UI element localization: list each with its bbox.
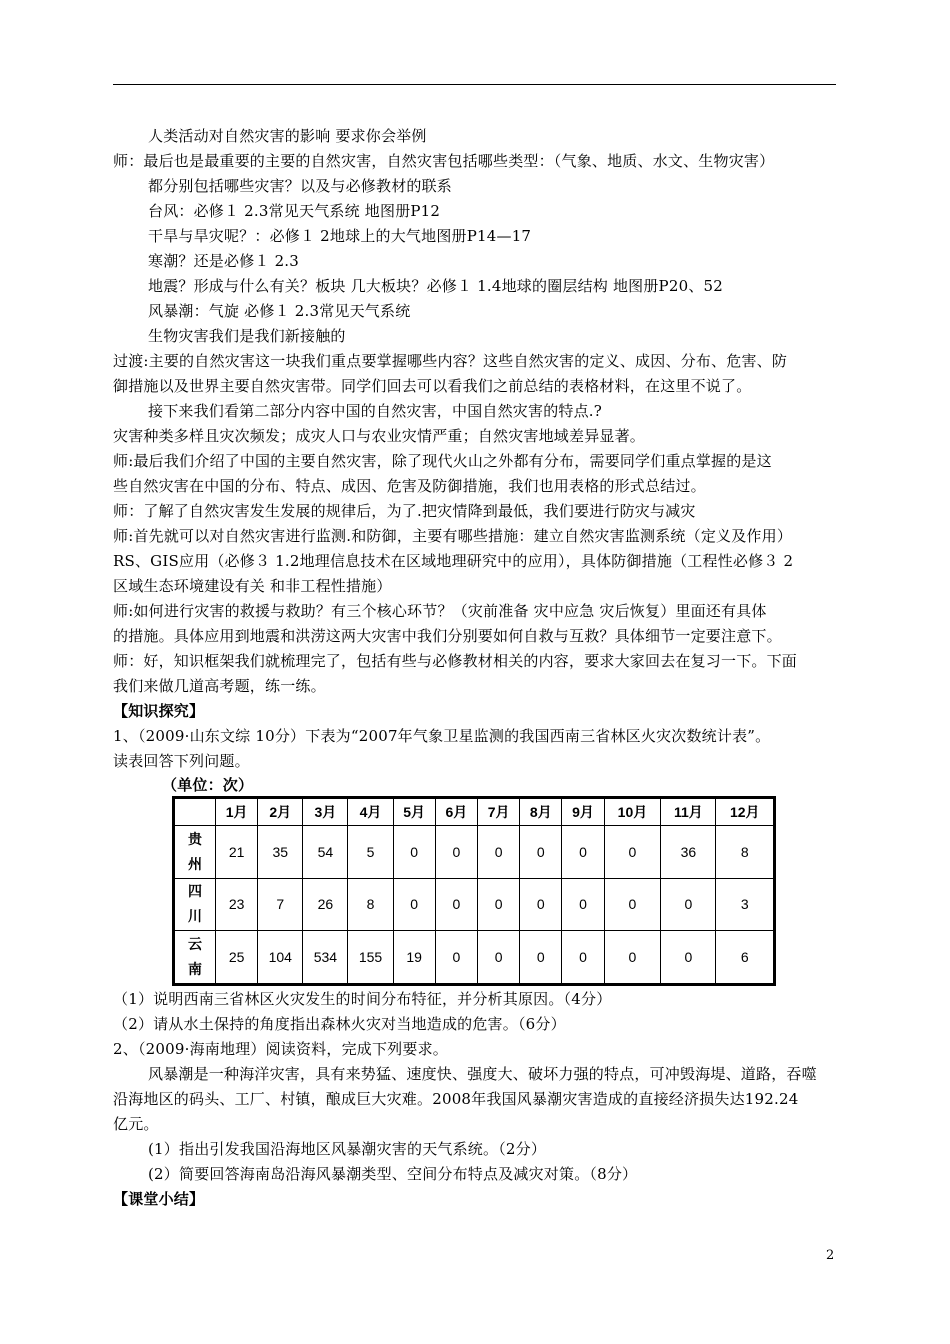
table-cell: 0 xyxy=(435,878,477,931)
text-line: 人类活动对自然灾害的影响 要求你会举例 xyxy=(148,127,427,145)
text-line: RS、GIS应用（必修３ 1.2地理信息技术在区域地理研究中的应用），具体防御措施（工程性必修３ 2 xyxy=(113,552,794,570)
table-cell: 0 xyxy=(661,931,716,985)
table-corner-cell xyxy=(174,798,216,826)
table-cell: 54 xyxy=(303,826,348,879)
table-cell: 0 xyxy=(435,931,477,985)
text-line: 干旱与旱灾呢？：必修１ 2地球上的大气地图册P14—17 xyxy=(148,227,532,245)
month-header: 8月 xyxy=(520,798,562,826)
text-line: 接下来我们看第二部分内容中国的自然灾害，中国自然灾害的特点.? xyxy=(148,402,603,420)
table-cell: 6 xyxy=(716,931,775,985)
text-line: 沿海地区的码头、工厂、村镇，酿成巨大灾难。2008年我国风暴潮灾害造成的直接经济损失达192.24 xyxy=(113,1090,799,1108)
month-header: 12月 xyxy=(716,798,775,826)
table-cell: 19 xyxy=(393,931,435,985)
table-cell: 0 xyxy=(520,878,562,931)
table-cell: 0 xyxy=(604,878,661,931)
table-cell: 0 xyxy=(477,826,519,879)
month-header: 6月 xyxy=(435,798,477,826)
text-line: 台风：必修１ 2.3常见天气系统 地图册P12 xyxy=(148,202,441,220)
table-cell: 5 xyxy=(348,826,393,879)
table-cell: 26 xyxy=(303,878,348,931)
text-line: 区域生态环境建设有关 和非工程性措施） xyxy=(113,577,392,595)
table-cell: 0 xyxy=(562,878,604,931)
table-unit-label: （单位：次） xyxy=(162,776,254,794)
month-header: 7月 xyxy=(477,798,519,826)
month-header: 3月 xyxy=(303,798,348,826)
table-cell: 0 xyxy=(604,931,661,985)
table-cell: 0 xyxy=(520,826,562,879)
table-cell: 155 xyxy=(348,931,393,985)
question-line: 1、（2009·山东文综 10分）下表为“2007年气象卫星监测的我国西南三省林区火灾次数统计表”。 xyxy=(113,727,771,745)
header-rule xyxy=(113,84,836,85)
text-line: 生物灾害我们是我们新接触的 xyxy=(148,327,346,345)
text-line: 的措施。具体应用到地震和洪涝这两大灾害中我们分别要如何自救与互救？具体细节一定要注意下。 xyxy=(113,627,782,645)
table-cell: 8 xyxy=(716,826,775,879)
month-header: 2月 xyxy=(258,798,303,826)
table-cell: 0 xyxy=(562,931,604,985)
table-cell: 0 xyxy=(562,826,604,879)
text-line: 地震？形成与什么有关？板块 几大板块？必修１ 1.4地球的圈层结构 地图册P20、52 xyxy=(148,277,724,295)
table-row xyxy=(174,931,775,985)
table-header-row xyxy=(174,798,775,826)
table-row xyxy=(174,878,775,931)
text-line: 灾害种类多样且灾次频发；成灾人口与农业灾情严重；自然灾害地域差异显著。 xyxy=(113,427,646,445)
text-line: 亿元。 xyxy=(113,1115,159,1133)
month-header: 10月 xyxy=(604,798,661,826)
sub-question: （1）说明西南三省林区火灾发生的时间分布特征，并分析其原因。（4分） xyxy=(113,990,612,1008)
month-header: 9月 xyxy=(562,798,604,826)
province-cell: 贵 州 xyxy=(174,826,216,879)
table-cell: 0 xyxy=(435,826,477,879)
month-header: 11月 xyxy=(661,798,716,826)
text-line: 风暴潮是一种海洋灾害，具有来势猛、速度快、强度大、破坏力强的特点，可冲毁海堤、道路，吞噬 xyxy=(148,1065,817,1083)
fire-count-table xyxy=(172,796,776,986)
province-cell: 云 南 xyxy=(174,931,216,985)
sub-question: (2）简要回答海南岛沿海风暴潮类型、空间分布特点及减灾对策。（8分） xyxy=(148,1165,638,1183)
text-line: 风暴潮：气旋 必修１ 2.3常见天气系统 xyxy=(148,302,411,320)
question-line: 2、（2009·海南地理）阅读资料，完成下列要求。 xyxy=(113,1040,448,1058)
text-line: 些自然灾害在中国的分布、特点、成因、危害及防御措施，我们也用表格的形式总结过。 xyxy=(113,477,706,495)
text-line: 师:最后我们介绍了中国的主要自然灾害，除了现代火山之外都有分布，需要同学们重点掌握的是这 xyxy=(113,452,772,470)
table-cell: 0 xyxy=(661,878,716,931)
table-cell: 35 xyxy=(258,826,303,879)
text-line: 师:首先就可以对自然灾害进行监测.和防御，主要有哪些措施：建立自然灾害监测系统（定义及作用） xyxy=(113,527,793,545)
table-cell: 36 xyxy=(661,826,716,879)
text-line: 师：好，知识框架我们就梳理完了，包括有些与必修教材相关的内容，要求大家回去在复习一下。下面 xyxy=(113,652,798,670)
section-heading: 【课堂小结】 xyxy=(113,1190,205,1208)
table-row xyxy=(174,826,775,879)
month-header: 5月 xyxy=(393,798,435,826)
question-line: 读表回答下列问题。 xyxy=(113,752,250,770)
sub-question: （2）请从水土保持的角度指出森林火灾对当地造成的危害。（6分） xyxy=(113,1015,566,1033)
month-header: 4月 xyxy=(348,798,393,826)
table-cell: 0 xyxy=(520,931,562,985)
table-cell: 104 xyxy=(258,931,303,985)
table-cell: 534 xyxy=(303,931,348,985)
table-cell: 8 xyxy=(348,878,393,931)
table-cell: 0 xyxy=(393,878,435,931)
page-number: 2 xyxy=(826,1248,835,1263)
sub-question: (1）指出引发我国沿海地区风暴潮灾害的天气系统。（2分） xyxy=(148,1140,547,1158)
province-cell: 四 川 xyxy=(174,878,216,931)
table-cell: 21 xyxy=(216,826,258,879)
table-cell: 25 xyxy=(216,931,258,985)
table-cell: 0 xyxy=(393,826,435,879)
section-heading: 【知识探究】 xyxy=(113,702,205,720)
table-cell: 0 xyxy=(477,878,519,931)
table-cell: 0 xyxy=(604,826,661,879)
table-cell: 0 xyxy=(477,931,519,985)
text-line: 师：最后也是最重要的主要的自然灾害，自然灾害包括哪些类型：（气象、地质、水文、生物灾害） xyxy=(113,152,775,170)
text-line: 都分别包括哪些灾害？以及与必修教材的联系 xyxy=(148,177,453,195)
table-cell: 3 xyxy=(716,878,775,931)
text-line: 御措施以及世界主要自然灾害带。同学们回去可以看我们之前总结的表格材料，在这里不说了。 xyxy=(113,377,752,395)
text-line: 师：了解了自然灾害发生发展的规律后，为了.把灾情降到最低，我们要进行防灾与减灾 xyxy=(113,502,696,520)
text-line: 过渡:主要的自然灾害这一块我们重点要掌握哪些内容？这些自然灾害的定义、成因、分布、危害、防 xyxy=(113,352,788,370)
month-header: 1月 xyxy=(216,798,258,826)
table-cell: 7 xyxy=(258,878,303,931)
text-line: 寒潮？还是必修１ 2.3 xyxy=(148,252,300,270)
text-line: 我们来做几道高考题，练一练。 xyxy=(113,677,326,695)
text-line: 师:如何进行灾害的救援与救助？有三个核心环节？（灾前准备 灾中应急 灾后恢复）里面还有具体 xyxy=(113,602,767,620)
table-cell: 23 xyxy=(216,878,258,931)
